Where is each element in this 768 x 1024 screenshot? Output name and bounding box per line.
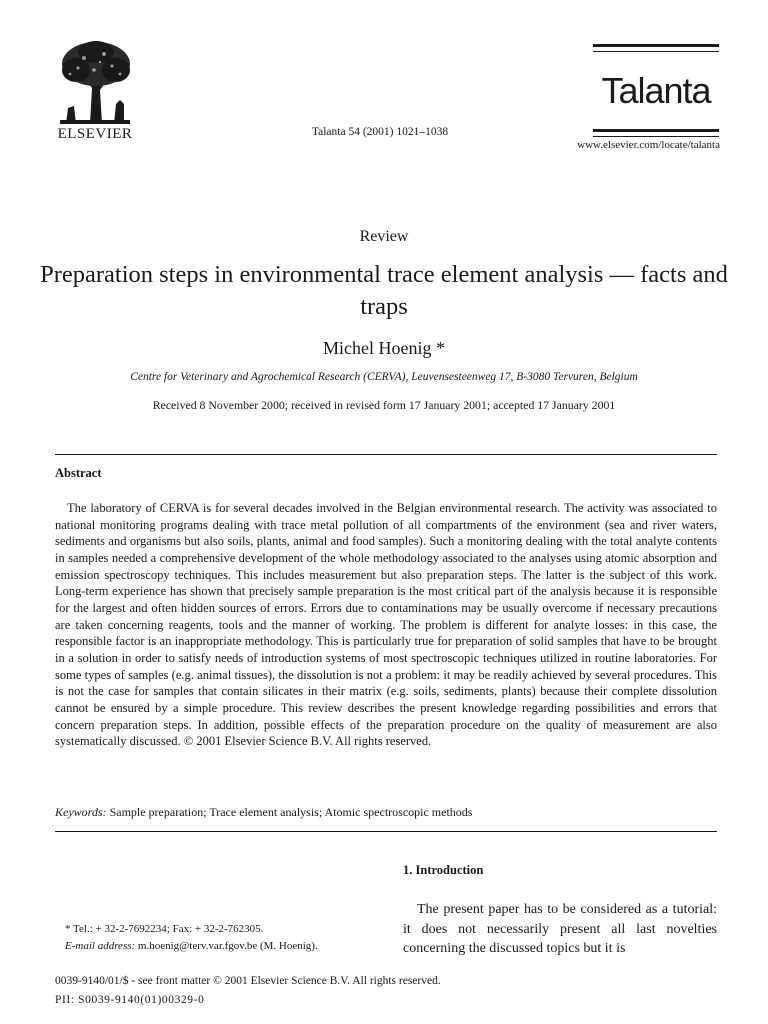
abstract-heading: Abstract: [55, 466, 102, 480]
divider: [55, 831, 717, 832]
keywords-label: Keywords:: [55, 805, 107, 819]
divider: [55, 454, 717, 455]
email-address[interactable]: m.hoenig@terv.var.fgov.be (M. Hoenig).: [135, 940, 318, 952]
front-matter-line: 0039-9140/01/$ - see front matter © 2001 Elsevier Science B.V. All rights reserved.: [55, 975, 441, 987]
journal-citation: Talanta 54 (2001) 1021–1038: [311, 126, 449, 138]
keywords: [55, 805, 717, 820]
received-dates: Received 8 November 2000; received in revised form 17 January 2001; accepted 17 January 2001: [152, 398, 616, 412]
author-name: Michel Hoenig *: [323, 338, 445, 358]
masthead-rule: [593, 136, 719, 137]
abstract-body: The laboratory of CERVA is for several decades involved in the Belgian environmental research. The activity was associated to national monitoring programs dealing with trace metal pollution of all compartments of the environment (sea and river waters, sediments and organisms but also soils, plants, animal and food samples). Such a monitoring dealing with the total analyte contents in samples needed a comprehensive development of the whole methodology associated to the analyses using atomic absorption and emission spectroscopy techniques. This includes measurement but also preparation steps. The latter is the subject of this work. Long-term experience has shown that precisely sample preparation is the most critical part of the analysis because it is responsible for the largest and often hidden sources of errors. Errors due to contaminations may be usually overcome if necessary precautions are taken concerning reagents, tools and the manner of working. The problem is different for analyte losses: in this case, the responsible factor is an inappropriate methodology. This is particularly true for preparation of solid samples that have to be brought in a solution in order to satisfy needs of introduction systems of most spectroscopic techniques utilized in routine laboratories. For some types of samples (e.g. animal tissues), the dissolution is not a problem: it may be readily achieved by several procedures. This is not the case for samples that contain silicates in their matrix (e.g. soils, sediments, plants) because their complete dissolution cannot be ensured by a simple procedure. This review describes the present knowledge regarding possibilities and errors that concern preparation steps. In addition, possible effects of the preparation procedure on the quality of measurement are also systematically discussed. © 2001 Elsevier Science B.V. All rights reserved.: [55, 501, 717, 749]
keywords-list: Sample preparation; Trace element analysis; Atomic spectroscopic methods: [106, 805, 473, 819]
elsevier-tree-icon: [54, 40, 136, 124]
pii-line: PII: S0039-9140(01)00329-0: [55, 994, 205, 1006]
masthead-rule: [593, 44, 719, 47]
author-affiliation: Centre for Veterinary and Agrochemical Research (CERVA), Leuvensesteenweg 17, B-3080 Tervuren, Belgium: [130, 371, 638, 383]
footnote-email: [65, 938, 385, 955]
journal-masthead: [593, 44, 719, 154]
masthead-rule: [593, 51, 719, 52]
introduction-body: The present paper has to be considered as a tutorial: it does not necessarily present all last novelties concerning the discussed topics but it is: [403, 902, 717, 956]
author-footnote: [65, 921, 385, 955]
journal-url-link[interactable]: www.elsevier.com/locate/talanta: [577, 139, 720, 151]
masthead-rule: [593, 129, 719, 132]
section-heading-introduction: 1. Introduction: [403, 863, 484, 877]
article-type: Review: [359, 228, 409, 245]
email-label: E-mail address:: [65, 940, 136, 952]
journal-title: Talanta: [601, 70, 711, 111]
publisher-logo: [50, 40, 140, 145]
footnote-contact: * Tel.: + 32-2-7692234; Fax: + 32-2-762305.: [65, 923, 264, 935]
article-title: Preparation steps in environmental trace element analysis — facts and traps: [40, 261, 728, 320]
publisher-name: ELSEVIER: [57, 126, 133, 142]
